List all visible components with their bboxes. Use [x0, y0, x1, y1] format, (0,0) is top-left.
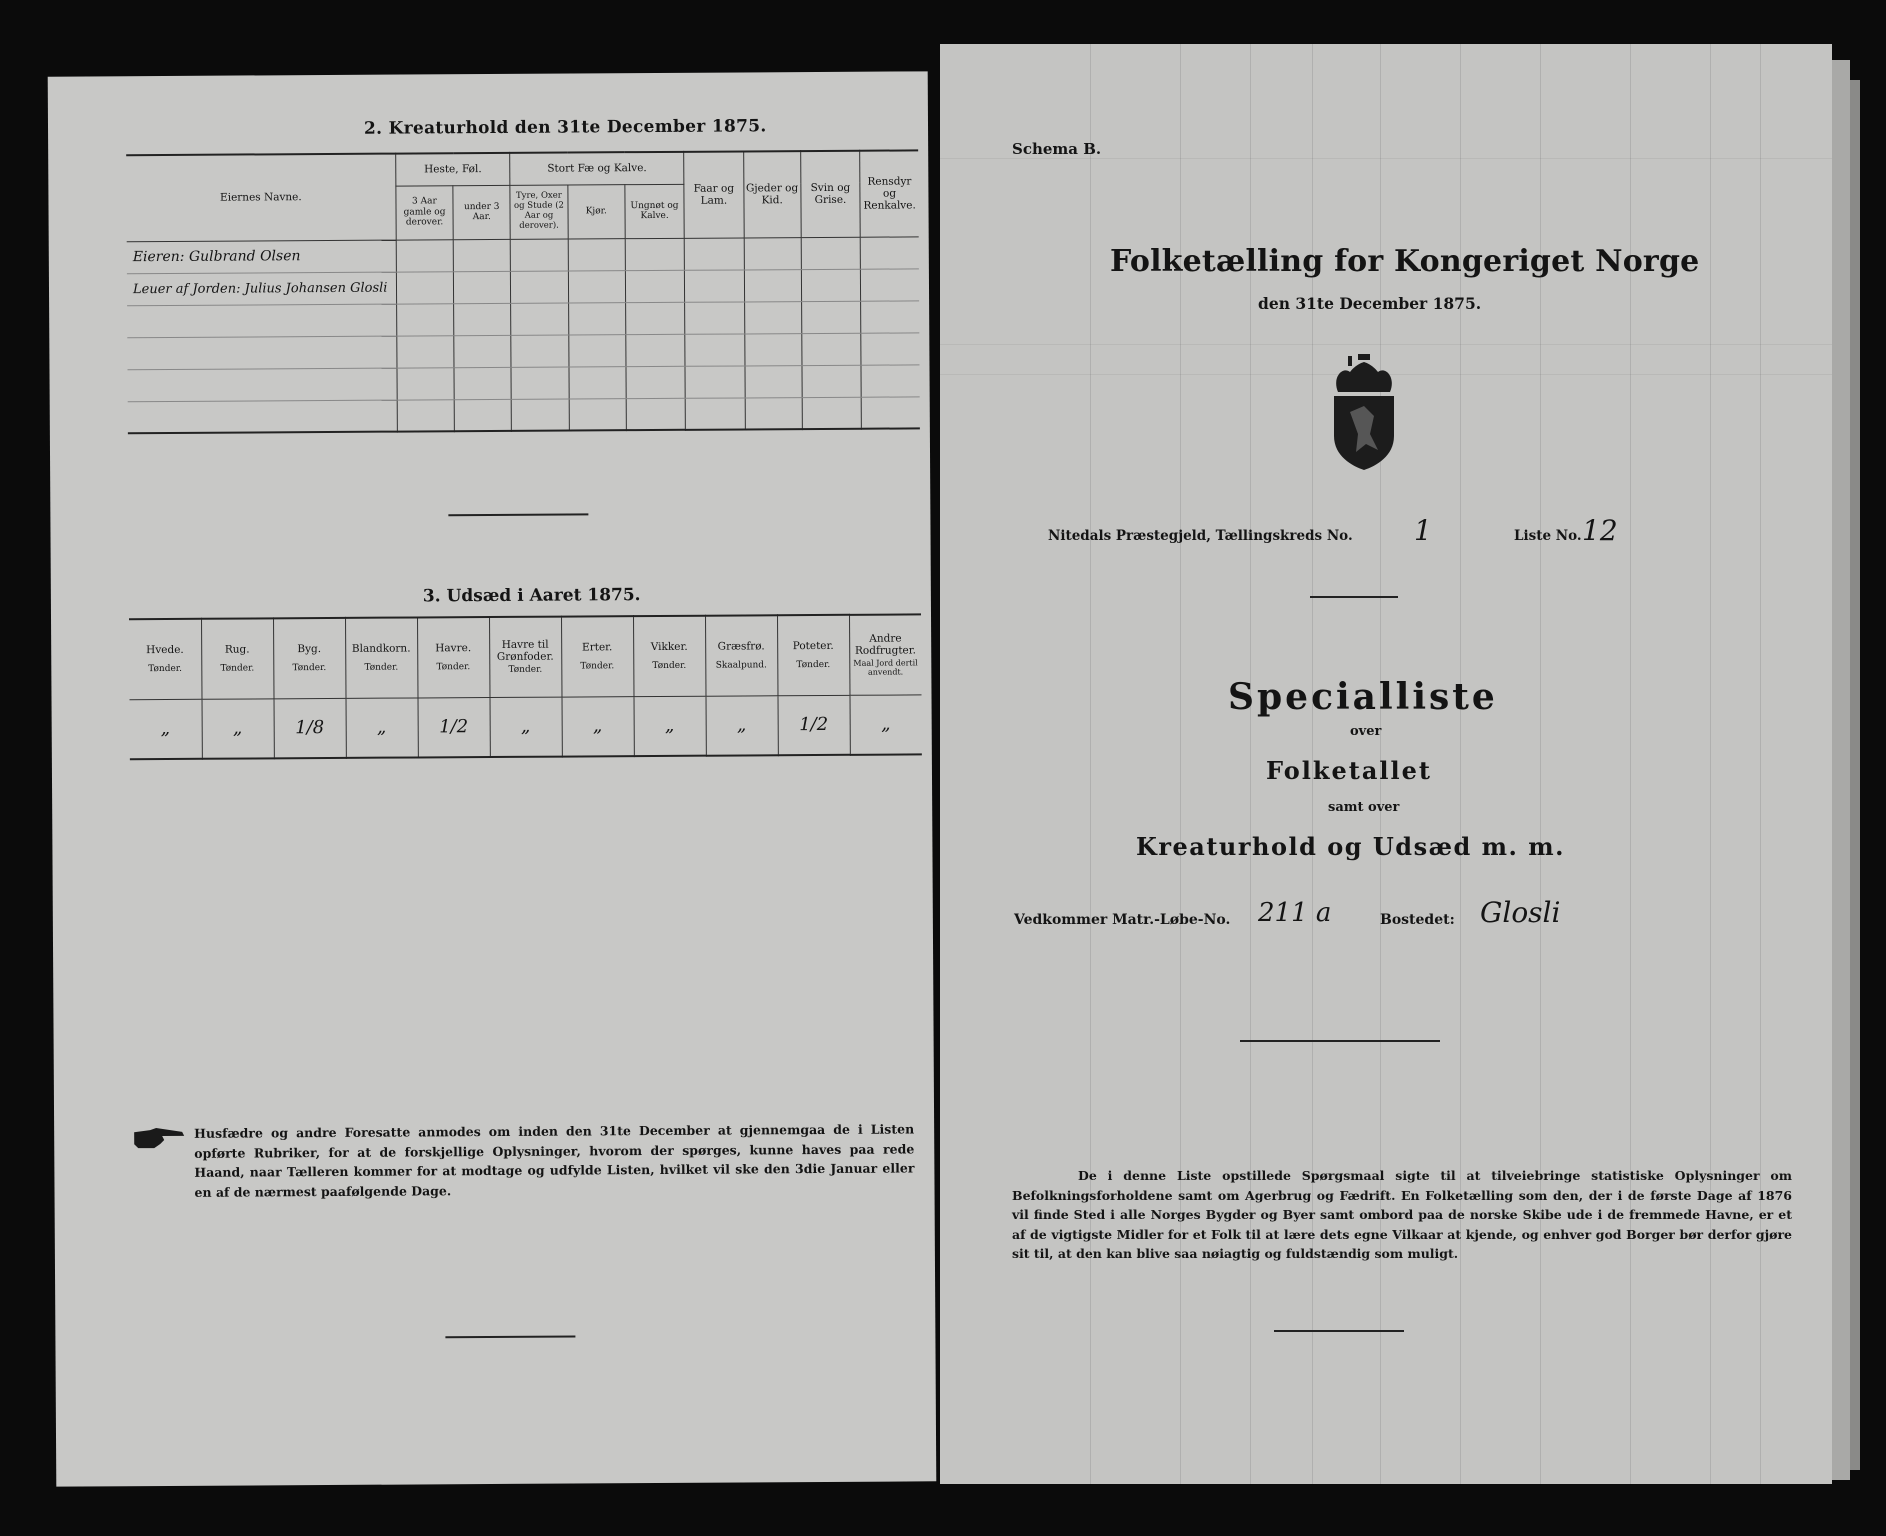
- grid-line: [1710, 44, 1711, 1484]
- crop-header: Byg.: [297, 643, 322, 656]
- crop-header: Vikker.: [650, 640, 688, 654]
- crop-value: 1/8: [274, 698, 346, 758]
- crop-unit: Tønder.: [292, 663, 327, 674]
- crop-unit: Tønder.: [580, 661, 615, 672]
- liste-label: Liste No.: [1514, 528, 1582, 544]
- divider-line: [445, 1336, 575, 1339]
- crop-unit: Tønder.: [436, 662, 471, 673]
- grid-line: [1760, 44, 1761, 1484]
- livestock-table: [126, 149, 920, 434]
- crop-value: „: [633, 696, 705, 756]
- table-row: [128, 396, 920, 433]
- divider-line: [1240, 1040, 1440, 1042]
- crop-value: „: [346, 697, 418, 757]
- liste-number: 12: [1582, 514, 1618, 547]
- pointing-hand-icon: [132, 1126, 188, 1152]
- crop-header: Blandkorn.: [351, 642, 411, 655]
- kreds-number: 1: [1414, 514, 1432, 547]
- owner-column-header: Eiernes Navne.: [220, 191, 302, 204]
- heste-young-header: under 3 Aar.: [463, 201, 500, 223]
- crop-header: Havre til Grønfoder.: [496, 638, 554, 664]
- owner-name: Eieren: Gulbrand Olsen: [132, 248, 301, 266]
- page-stack-edge: [1832, 60, 1850, 1480]
- kreaturhold-heading: Kreaturhold og Udsæd m. m.: [1136, 832, 1565, 861]
- right-page: [940, 44, 1832, 1484]
- crop-header: Havre.: [435, 642, 472, 655]
- crop-unit: Tønder.: [148, 664, 182, 675]
- crop-unit: Tønder.: [220, 663, 255, 674]
- svin-column-header: Svin og Grise.: [810, 181, 851, 207]
- intro-paragraph: De i denne Liste opstillede Spørgsmaal sigte til at tilveiebringe statistiske Oplysninger om Befolkningsforholdene samt om Agerbrug og Fædrift. En Folketælling som den, der i de første Dage af 1876 vil finde Sted i alle Norges Bygder og Byer samt ombord paa de norske Skibe ude i de fremmede Havne, er et af de vigtigste Midler for et Folk til at lære dets egne Vilkaar at kjende, og enhver god Borger bør derfor gjøre sit til, at den kan blive saa nøiagtig og fuldstændig som muligt.: [1012, 1168, 1792, 1261]
- crop-value: 1/2: [418, 697, 490, 757]
- bosted-label: Bostedet:: [1380, 912, 1455, 928]
- tyre-header: Tyre, Oxer og Stude (2 Aar og derover).: [514, 191, 564, 231]
- specialliste-heading: Specialliste: [1228, 676, 1498, 718]
- crop-header: Erter.: [581, 641, 613, 654]
- prestegjeld-label: Nitedals Præstegjeld, Tællingskreds No.: [1048, 528, 1353, 544]
- divider-line: [1274, 1330, 1404, 1332]
- document-date: den 31te December 1875.: [1258, 294, 1482, 313]
- crop-header: Græsfrø.: [717, 640, 765, 653]
- over-text: over: [1350, 724, 1382, 739]
- crop-header: Rug.: [224, 643, 250, 656]
- crop-value: 1/2: [777, 695, 849, 755]
- left-page: [48, 71, 937, 1486]
- crop-unit: Tønder.: [652, 660, 687, 672]
- section2-title: 2. Kreaturhold den 31te December 1875.: [363, 116, 767, 139]
- crop-unit: Tønder.: [796, 660, 831, 671]
- ungnot-header: Ungnøt og Kalve.: [630, 200, 679, 222]
- crop-header: Poteter.: [792, 639, 834, 653]
- section3-title: 3. Udsæd i Aaret 1875.: [422, 585, 641, 607]
- grid-line: [940, 158, 1832, 159]
- crop-value: „: [561, 696, 633, 756]
- gjeder-column-header: Gjeder og Kid.: [745, 182, 799, 207]
- storfe-group-header: Stort Fæ og Kalve.: [547, 162, 647, 175]
- crop-value: „: [202, 698, 274, 758]
- table-row: [127, 268, 919, 305]
- crop-unit: Tønder.: [364, 662, 399, 673]
- crop-header: Andre Rodfrugter.: [854, 632, 916, 657]
- crop-unit: Skaalpund.: [715, 660, 767, 671]
- crop-unit: Tønder.: [508, 664, 543, 676]
- page-stack-edge: [1850, 80, 1860, 1470]
- table-row: [127, 364, 919, 401]
- sowing-table: [129, 613, 922, 760]
- folketallet-heading: Folketallet: [1266, 756, 1432, 785]
- rensdyr-column-header: Rensdyr og Renkalve.: [863, 175, 916, 213]
- crop-header: Hvede.: [146, 643, 184, 657]
- matr-label: Vedkommer Matr.-Løbe-No.: [1014, 912, 1231, 928]
- coat-of-arms-icon: [1324, 354, 1404, 472]
- heste-group-header: Heste, Føl.: [424, 163, 482, 176]
- crop-value: „: [489, 697, 561, 757]
- matr-number: 211 a: [1258, 898, 1332, 928]
- owner-name: Leuer af Jorden: Julius Johansen Glosli: [132, 280, 388, 297]
- grid-line: [1090, 44, 1091, 1484]
- crop-value: „: [849, 694, 921, 754]
- crop-value: „: [705, 695, 777, 755]
- schema-label: Schema B.: [1012, 140, 1102, 158]
- kjor-header: Kjør.: [585, 206, 607, 217]
- table-row: [127, 236, 919, 273]
- bosted-value: Glosli: [1480, 896, 1561, 929]
- heste-adult-header: 3 Aar gamle og derover.: [403, 196, 446, 228]
- crop-value: „: [130, 699, 202, 759]
- table-row: [127, 300, 919, 337]
- table-row: [127, 332, 919, 369]
- crop-unit: Maal Jord dertil anvendt.: [853, 658, 918, 678]
- faar-column-header: Faar og Lam.: [693, 182, 735, 207]
- divider-line: [448, 513, 588, 516]
- samt-over-text: samt over: [1328, 800, 1400, 815]
- grid-line: [940, 344, 1832, 345]
- document-title: Folketælling for Kongeriget Norge: [1110, 244, 1700, 279]
- footnote-text: Husfædre og andre Foresatte anmodes om inden den 31te December at gjennemgaa de i Listen opførte Rubriker, for at de forskjellige Oplysninger, hvorom der spørges, kunne haves paa rede Haand, naar Tælleren kommer for at modtage og udfylde Listen, hvilket vil ske den 3die Januar eller en af de nærmest paafølgende Dage.: [194, 1121, 915, 1200]
- divider-line: [1310, 596, 1398, 598]
